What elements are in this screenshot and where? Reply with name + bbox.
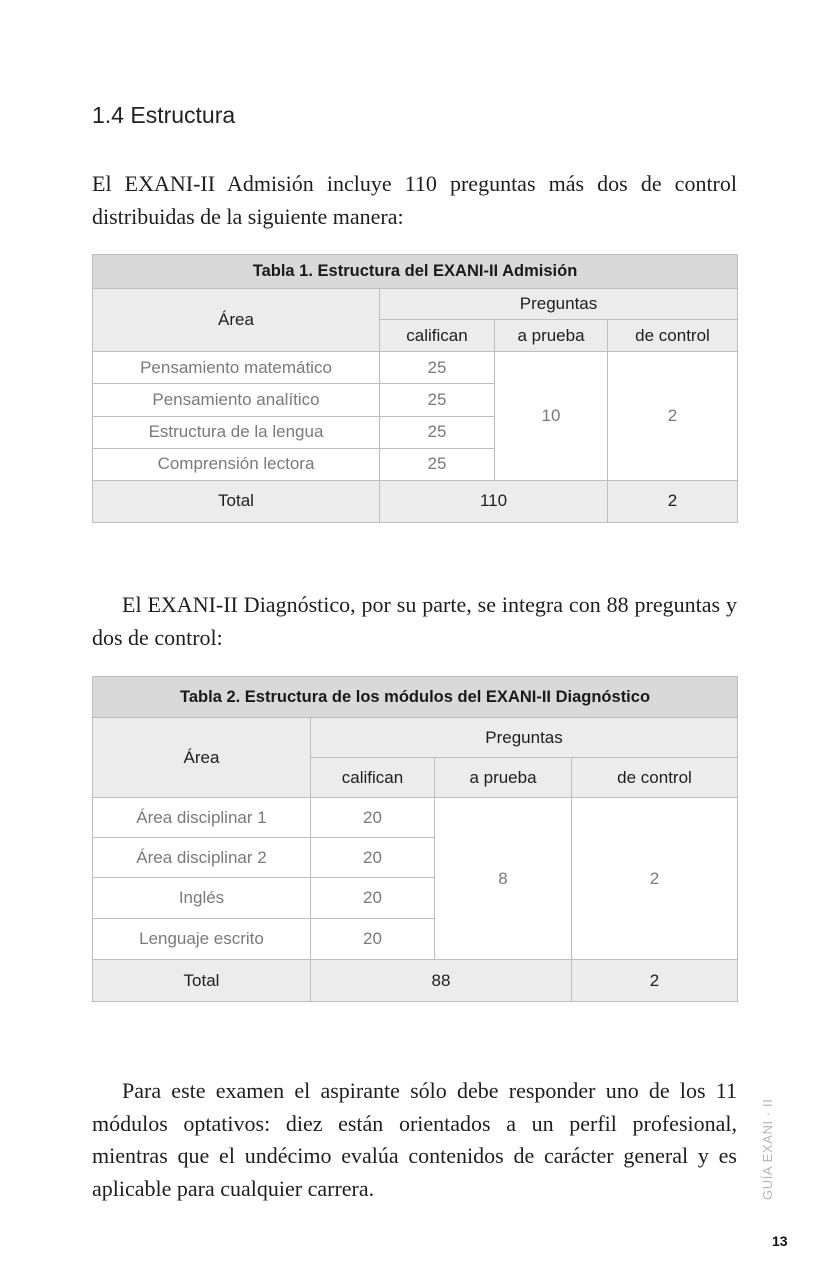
prueba-header: a prueba (495, 320, 608, 352)
area-cell: Comprensión lectora (93, 448, 380, 480)
control-header: de control (572, 758, 738, 798)
prueba-cell: 10 (495, 352, 608, 480)
area-cell: Inglés (93, 878, 311, 919)
total-row (93, 480, 738, 522)
califican-cell: 20 (311, 919, 435, 960)
section-heading: 1.4 Estructura (92, 102, 236, 128)
table-row (93, 798, 738, 838)
area-cell: Área disciplinar 2 (93, 838, 311, 878)
prueba-header: a prueba (435, 758, 572, 798)
califican-cell: 20 (311, 878, 435, 919)
prueba-cell: 8 (435, 798, 572, 960)
area-header: Área (93, 718, 311, 798)
califican-header: califican (380, 320, 495, 352)
intro-paragraph: El EXANI-II Admisión incluye 110 preguntas más dos de control distribuidas de la siguiente manera: (92, 171, 737, 229)
total-questions: 110 (380, 480, 608, 522)
califican-header: califican (311, 758, 435, 798)
control-cell: 2 (572, 798, 738, 960)
control-header: de control (608, 320, 738, 352)
total-label: Total (93, 480, 380, 522)
area-cell: Estructura de la lengua (93, 416, 380, 448)
total-questions: 88 (311, 960, 572, 1002)
table-row (93, 352, 738, 384)
area-cell: Pensamiento analítico (93, 384, 380, 416)
califican-cell: 25 (380, 448, 495, 480)
guide-side-label: GUÍA EXANI · II (760, 1098, 775, 1200)
total-control: 2 (572, 960, 738, 1002)
area-header: Área (93, 289, 380, 352)
table-title: Tabla 2. Estructura de los módulos del EXANI-II Diagnóstico (93, 677, 738, 718)
califican-cell: 25 (380, 384, 495, 416)
table-title: Tabla 1. Estructura del EXANI-II Admisión (93, 255, 738, 289)
total-row (93, 960, 738, 1002)
table-diagnostico (92, 676, 738, 1002)
total-label: Total (93, 960, 311, 1002)
preguntas-header: Preguntas (311, 718, 738, 758)
area-cell: Pensamiento matemático (93, 352, 380, 384)
califican-cell: 20 (311, 838, 435, 878)
califican-cell: 25 (380, 416, 495, 448)
table-admision (92, 254, 738, 523)
modulos-paragraph: Para este examen el aspirante sólo debe responder uno de los 11 módulos optativos: diez están orientados a un perfil profesional, mientras que el undécimo evalúa contenidos de carácter general y es aplicable para cualquier carrera. (92, 1078, 737, 1201)
area-cell: Lenguaje escrito (93, 919, 311, 960)
page-number: 13 (772, 1233, 788, 1249)
preguntas-header: Preguntas (380, 289, 738, 320)
total-control: 2 (608, 480, 738, 522)
califican-cell: 25 (380, 352, 495, 384)
area-cell: Área disciplinar 1 (93, 798, 311, 838)
diagnostico-paragraph: El EXANI-II Diagnóstico, por su parte, se integra con 88 preguntas y dos de control: (92, 592, 737, 650)
califican-cell: 20 (311, 798, 435, 838)
control-cell: 2 (608, 352, 738, 480)
